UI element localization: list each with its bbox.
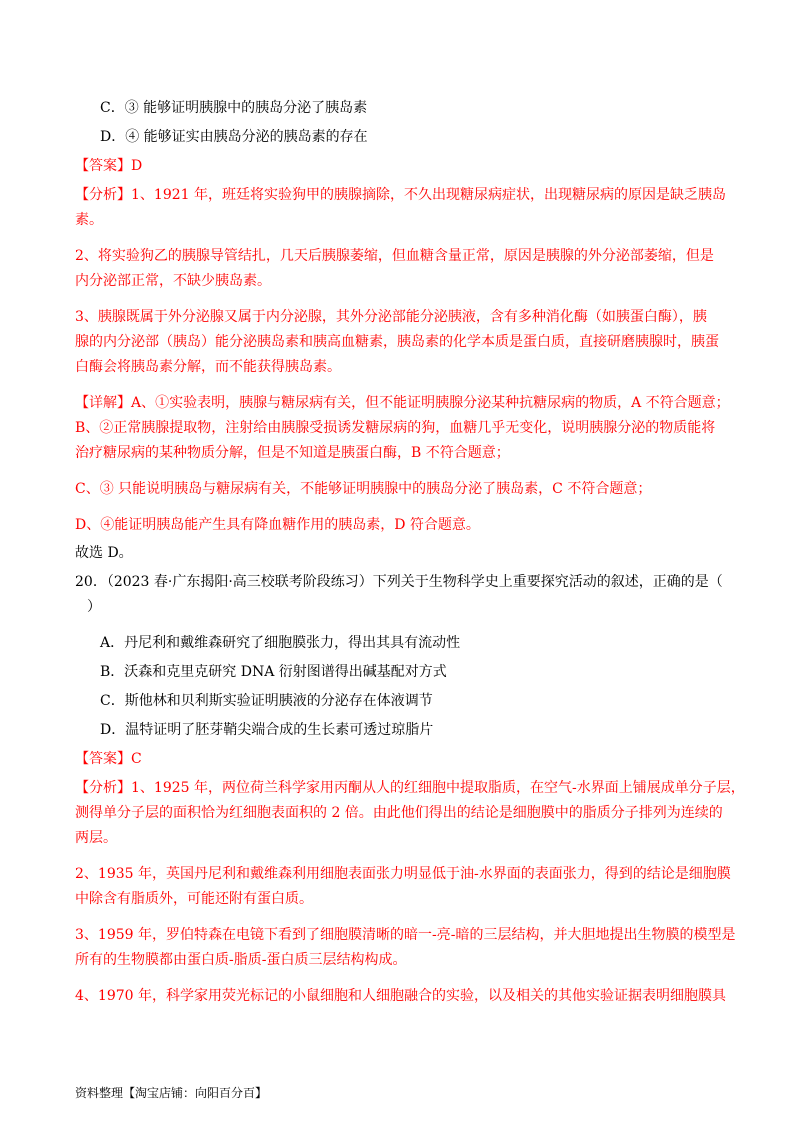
analysis-line: 内分泌部正常，不缺少胰岛素。 xyxy=(75,273,271,289)
q20-option-c: C．斯他林和贝利斯实验证明胰液的分泌存在体液调节 xyxy=(100,693,433,709)
detail-line: 治疗糖尿病的某种物质分解，但是不知道是胰蛋白酶，B 不符合题意； xyxy=(75,445,510,461)
q20-analysis xyxy=(75,778,745,1011)
q20-option-d: D．温特证明了胚芽鞘尖端合成的生长素可透过琼脂片 xyxy=(100,722,434,738)
q20-option-b: B．沃森和克里克研究 DNA 衍射图谱得出碱基配对方式 xyxy=(100,664,447,680)
q19-analysis xyxy=(75,185,735,393)
q20-answer: 【答案】C xyxy=(75,751,142,767)
page-content xyxy=(75,98,745,1011)
analysis-line: 两层。 xyxy=(75,830,117,846)
analysis-line: 3、1959 年，罗伯特森在电镜下看到了细胞膜清晰的暗一-亮-暗的三层结构，并大胆地提出生物膜的模型是 xyxy=(75,927,736,943)
q20-stem: 20．（2023 春·广东揭阳·高三校联考阶段练习）下列关于生物科学史上重要探究活动的叙述，正确的是（ xyxy=(75,574,723,590)
detail-line: B、②正常胰腺提取物，注射给由胰腺受损诱发糖尿病的狗，血糖几乎无变化，说明胰腺分泌的物质能将 xyxy=(75,420,716,436)
q19-answer: 【答案】D xyxy=(75,158,143,174)
analysis-line: 【分析】1、1925 年，两位荷兰科学家用丙酮从人的红细胞中提取脂质，在空气-水界面上铺展成单分子层， xyxy=(75,780,745,796)
detail-line: C、③ 只能说明胰岛与糖尿病有关，不能够证明胰腺中的胰岛分泌了胰岛素，C 不符合题意； xyxy=(75,481,652,497)
q19-option-d: D．④ 能够证实由胰岛分泌的胰岛素的存在 xyxy=(100,129,368,145)
q20-option-a: A．丹尼利和戴维森研究了细胞膜张力，得出其具有流动性 xyxy=(100,635,461,651)
q19-option-c: C．③ 能够证明胰腺中的胰岛分泌了胰岛素 xyxy=(100,100,368,116)
analysis-line: 素。 xyxy=(75,212,103,228)
analysis-line: 2、1935 年，英国丹尼利和戴维森利用细胞表面张力明显低于油-水界面的表面张力，得到的结论是细胞膜 xyxy=(75,866,731,882)
analysis-line: 2、将实验狗乙的胰腺导管结扎，几天后胰腺萎缩，但血糖含量正常，原因是胰腺的外分泌部萎缩，但是 xyxy=(75,248,714,264)
page-footer: 资料整理【淘宝店铺：向阳百分百】 xyxy=(75,1086,268,1100)
analysis-line: 4、1970 年，科学家用荧光标记的小鼠细胞和人细胞融合的实验，以及相关的其他实验证据表明细胞膜具 xyxy=(75,988,726,1004)
q19-detail xyxy=(75,393,735,543)
analysis-line: 中除含有脂质外，可能还附有蛋白质。 xyxy=(75,891,313,907)
analysis-line: 【分析】1、1921 年，班廷将实验狗甲的胰腺摘除，不久出现糖尿病症状，出现糖尿病的原因是缺乏胰岛 xyxy=(75,187,726,203)
analysis-line: 3、胰腺既属于外分泌腺又属于内分泌腺，其外分泌部能分泌胰液，含有多种消化酶（如胰蛋白酶），胰 xyxy=(75,309,707,325)
q19-conclusion: 故选 D。 xyxy=(75,545,133,561)
analysis-line: 测得单分子层的面积恰为红细胞表面积的 2 倍。由此他们得出的结论是细胞膜中的脂质分子排列为连续的 xyxy=(75,805,723,821)
detail-line: D、④能证明胰岛能产生具有降血糖作用的胰岛素，D 符合题意。 xyxy=(75,517,480,533)
detail-line: 【详解】A、①实验表明，胰腺与糖尿病有关，但不能证明胰腺分泌某种抗糖尿病的物质，A 不符合题意； xyxy=(75,395,730,411)
analysis-line: 白酶会将胰岛素分解，而不能获得胰岛素。 xyxy=(75,359,341,375)
q20-stem-close: ） xyxy=(87,599,101,615)
analysis-line: 腺的内分泌部（胰岛）能分泌胰岛素和胰高血糖素，胰岛素的化学本质是蛋白质，直接研磨胰腺时，胰蛋 xyxy=(75,334,719,350)
analysis-line: 所有的生物膜都由蛋白质-脂质-蛋白质三层结构构成。 xyxy=(75,952,407,968)
